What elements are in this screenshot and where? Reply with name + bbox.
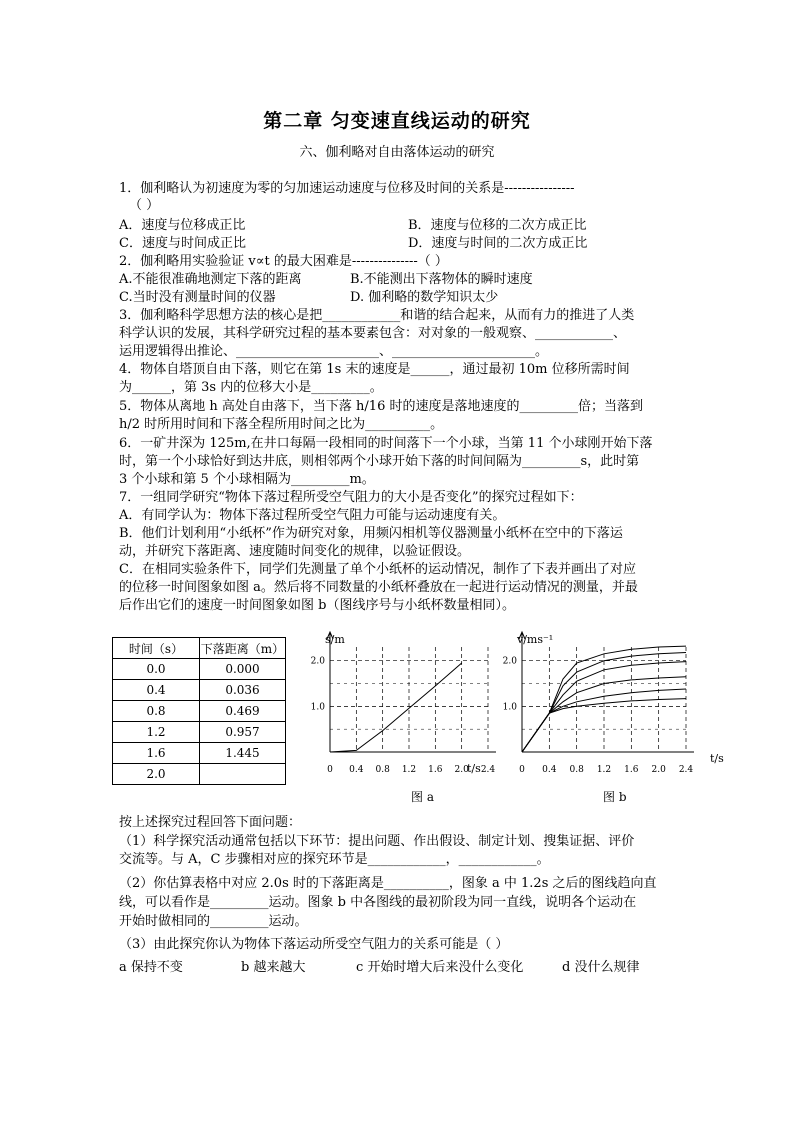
question-line: 2．伽利略用实验验证 v∝t 的最大困难是---------------（ ） xyxy=(119,254,448,269)
x-axis-label: t/s xyxy=(467,762,481,775)
q1-option-d: D．速度与时间的二次方成正比 xyxy=(408,236,588,251)
question-line: 4．物体自塔顶自由下落，则它在第 1s 末的速度是______，通过最初 10m 位移所需时间 xyxy=(119,362,630,377)
question-line: 1．伽利略认为初速度为零的匀加速运动速度与位移及时间的关系是---------------- xyxy=(119,181,575,196)
y-tick-label: 2.0 xyxy=(502,656,517,667)
y-tick-label: 2.0 xyxy=(310,656,325,667)
q3-option-c: c 开始时增大后来没什么变化 xyxy=(356,960,524,975)
question-line: 后作出它们的速度一时间图象如图 b（图线序号与小纸杯数量相同）。 xyxy=(119,598,515,613)
x-tick-label: 2.0 xyxy=(651,765,666,775)
q1-option-b: B．速度与位移的二次方成正比 xyxy=(408,218,587,233)
x-tick-label: 1.6 xyxy=(624,765,639,775)
table-cell: 0.0 xyxy=(113,659,200,680)
table-cell: 1.445 xyxy=(200,743,286,764)
table-header-row xyxy=(113,638,286,659)
question-line: C．在相同实验条件下，同学们先测量了单个小纸杯的运动情况，制作了下表并画出了对应 xyxy=(119,562,636,577)
table-row xyxy=(113,659,286,680)
question-line: （ ） xyxy=(129,198,160,213)
x-tick-label: 1.2 xyxy=(596,765,612,775)
table-cell: 2.0 xyxy=(113,764,200,785)
x-tick-label: 0.8 xyxy=(375,765,390,775)
table-cell: 0.8 xyxy=(113,701,200,722)
q2-option-a: A.不能很准确地测定下落的距离 xyxy=(119,272,302,287)
x-tick-label: 2.0 xyxy=(454,765,469,775)
table-header-cell: 时间（s） xyxy=(113,638,200,659)
question-line: 6．一矿井深为 125m,在井口每隔一段相同的时间落下一个小球，当第 11 个小球刚开始下落 xyxy=(119,436,653,451)
question-line: （2）你估算表格中对应 2.0s 时的下落距离是__________，图象 a 中 1.2s 之后的图线趋向直 xyxy=(119,876,657,891)
q2-option-c: C.当时没有测量时间的仪器 xyxy=(119,290,276,305)
y-tick-label: 1.0 xyxy=(310,702,325,713)
fall-distance-table xyxy=(112,637,286,785)
chart-b-caption: 图 b xyxy=(603,790,627,804)
x-tick-label: 0.4 xyxy=(542,765,557,775)
table-cell: 0.469 xyxy=(200,701,286,722)
y-axis-label: v/ms⁻¹ xyxy=(517,633,554,646)
table-cell: 0.4 xyxy=(113,680,200,701)
question-line: 运用逻辑得出推论、______________________、______________________。 xyxy=(119,344,549,359)
table-row xyxy=(113,722,286,743)
table-cell: 1.2 xyxy=(113,722,200,743)
table-cell: 0.036 xyxy=(200,680,286,701)
chart-b xyxy=(500,625,735,790)
question-line: 时，第一个小球恰好到达井底，则相邻两个小球开始下落的时间间隔为_________s，此时第 xyxy=(119,454,640,469)
series-line xyxy=(522,653,686,753)
question-line: 3 个小球和第 5 个小球相隔为_________m。 xyxy=(119,472,375,487)
question-line: （3）由此探究你认为物体下落运动所受空气阻力的关系可能是（ ） xyxy=(119,937,509,952)
table-cell: 0.000 xyxy=(200,659,286,680)
x-tick-label: 2.4 xyxy=(480,765,496,775)
question-line: 动，并研究下落距离、速度随时间变化的规律，以验证假设。 xyxy=(119,544,471,559)
q3-option-a: a 保持不变 xyxy=(119,960,183,975)
table-cell: 0.957 xyxy=(200,722,286,743)
x-tick-label: 1.2 xyxy=(401,765,417,775)
q3-option-d: d 没什么规律 xyxy=(562,960,640,975)
question-line: h/2 时所用时间和下落全程所用时间之比为__________。 xyxy=(119,417,444,432)
table-row xyxy=(113,764,286,785)
q2-option-d: D. 伽利略的数学知识太少 xyxy=(350,290,499,305)
section-subtitle: 六、伽利略对自由落体运动的研究 xyxy=(299,145,495,160)
y-tick-label: 1.0 xyxy=(502,702,517,713)
q1-option-c: C．速度与时间成正比 xyxy=(119,236,246,251)
q3-option-b: b 越来越大 xyxy=(241,960,306,975)
question-line: 按上述探究过程回答下面问题： xyxy=(119,815,302,830)
question-line: 7．一组同学研究“物体下落过程所受空气阻力的大小是否变化”的探究过程如下： xyxy=(119,490,583,505)
chapter-title: 第二章 匀变速直线运动的研究 xyxy=(263,110,531,132)
chart-a-caption: 图 a xyxy=(411,790,434,804)
question-line: （1）科学探究活动通常包括以下环节：提出问题、作出假设、制定计划、搜集证据、评价 xyxy=(119,834,635,849)
x-tick-label: 0 xyxy=(519,765,525,775)
y-axis-label: s/m xyxy=(325,633,345,646)
q2-option-b: B.不能测出下落物体的瞬时速度 xyxy=(350,272,533,287)
table-row xyxy=(113,743,286,764)
table-row xyxy=(113,680,286,701)
x-tick-label: 0 xyxy=(327,765,333,775)
chart-a xyxy=(300,625,510,790)
table-header-cell: 下落距离（m） xyxy=(200,638,286,659)
q1-option-a: A．速度与位移成正比 xyxy=(119,218,246,233)
x-tick-label: 1.6 xyxy=(428,765,443,775)
question-line: 科学认识的发展，其科学研究过程的基本要素包含：对对象的一般观察、____________、 xyxy=(119,326,627,341)
question-line: 的位移一时间图象如图 a。然后将不同数量的小纸杯叠放在一起进行运动情况的测量，并最 xyxy=(119,580,638,595)
question-line: 线，可以看作是_________运动。图象 b 中各图线的最初阶段为同一直线，说明各个运动在 xyxy=(119,895,637,910)
question-line: 交流等。与 A，C 步骤相对应的探究环节是____________，____________。 xyxy=(119,852,550,867)
question-line: 为______，第 3s 内的位移大小是_________。 xyxy=(119,380,383,395)
question-line: B．他们计划利用“小纸杯”作为研究对象，用频闪相机等仪器测量小纸杯在空中的下落运 xyxy=(119,526,623,541)
table-row xyxy=(113,701,286,722)
x-tick-label: 2.4 xyxy=(678,765,694,775)
question-line: 开始时做相同的_________运动。 xyxy=(119,914,308,929)
series-line xyxy=(330,663,462,752)
question-line: A．有同学认为：物体下落过程所受空气阻力可能与运动速度有关。 xyxy=(119,508,506,523)
question-line: 5．物体从离地 h 高处自由落下，当下落 h/16 时的速度是落地速度的_________倍；当落到 xyxy=(119,399,643,414)
table-cell: 1.6 xyxy=(113,743,200,764)
table-cell xyxy=(200,764,286,785)
x-tick-label: 0.8 xyxy=(569,765,584,775)
question-line: 3．伽利略科学思想方法的核心是把____________和谐的结合起来，从而有力的推进了人类 xyxy=(119,308,635,323)
x-tick-label: 0.4 xyxy=(349,765,364,775)
x-axis-label: t/s xyxy=(710,752,724,765)
